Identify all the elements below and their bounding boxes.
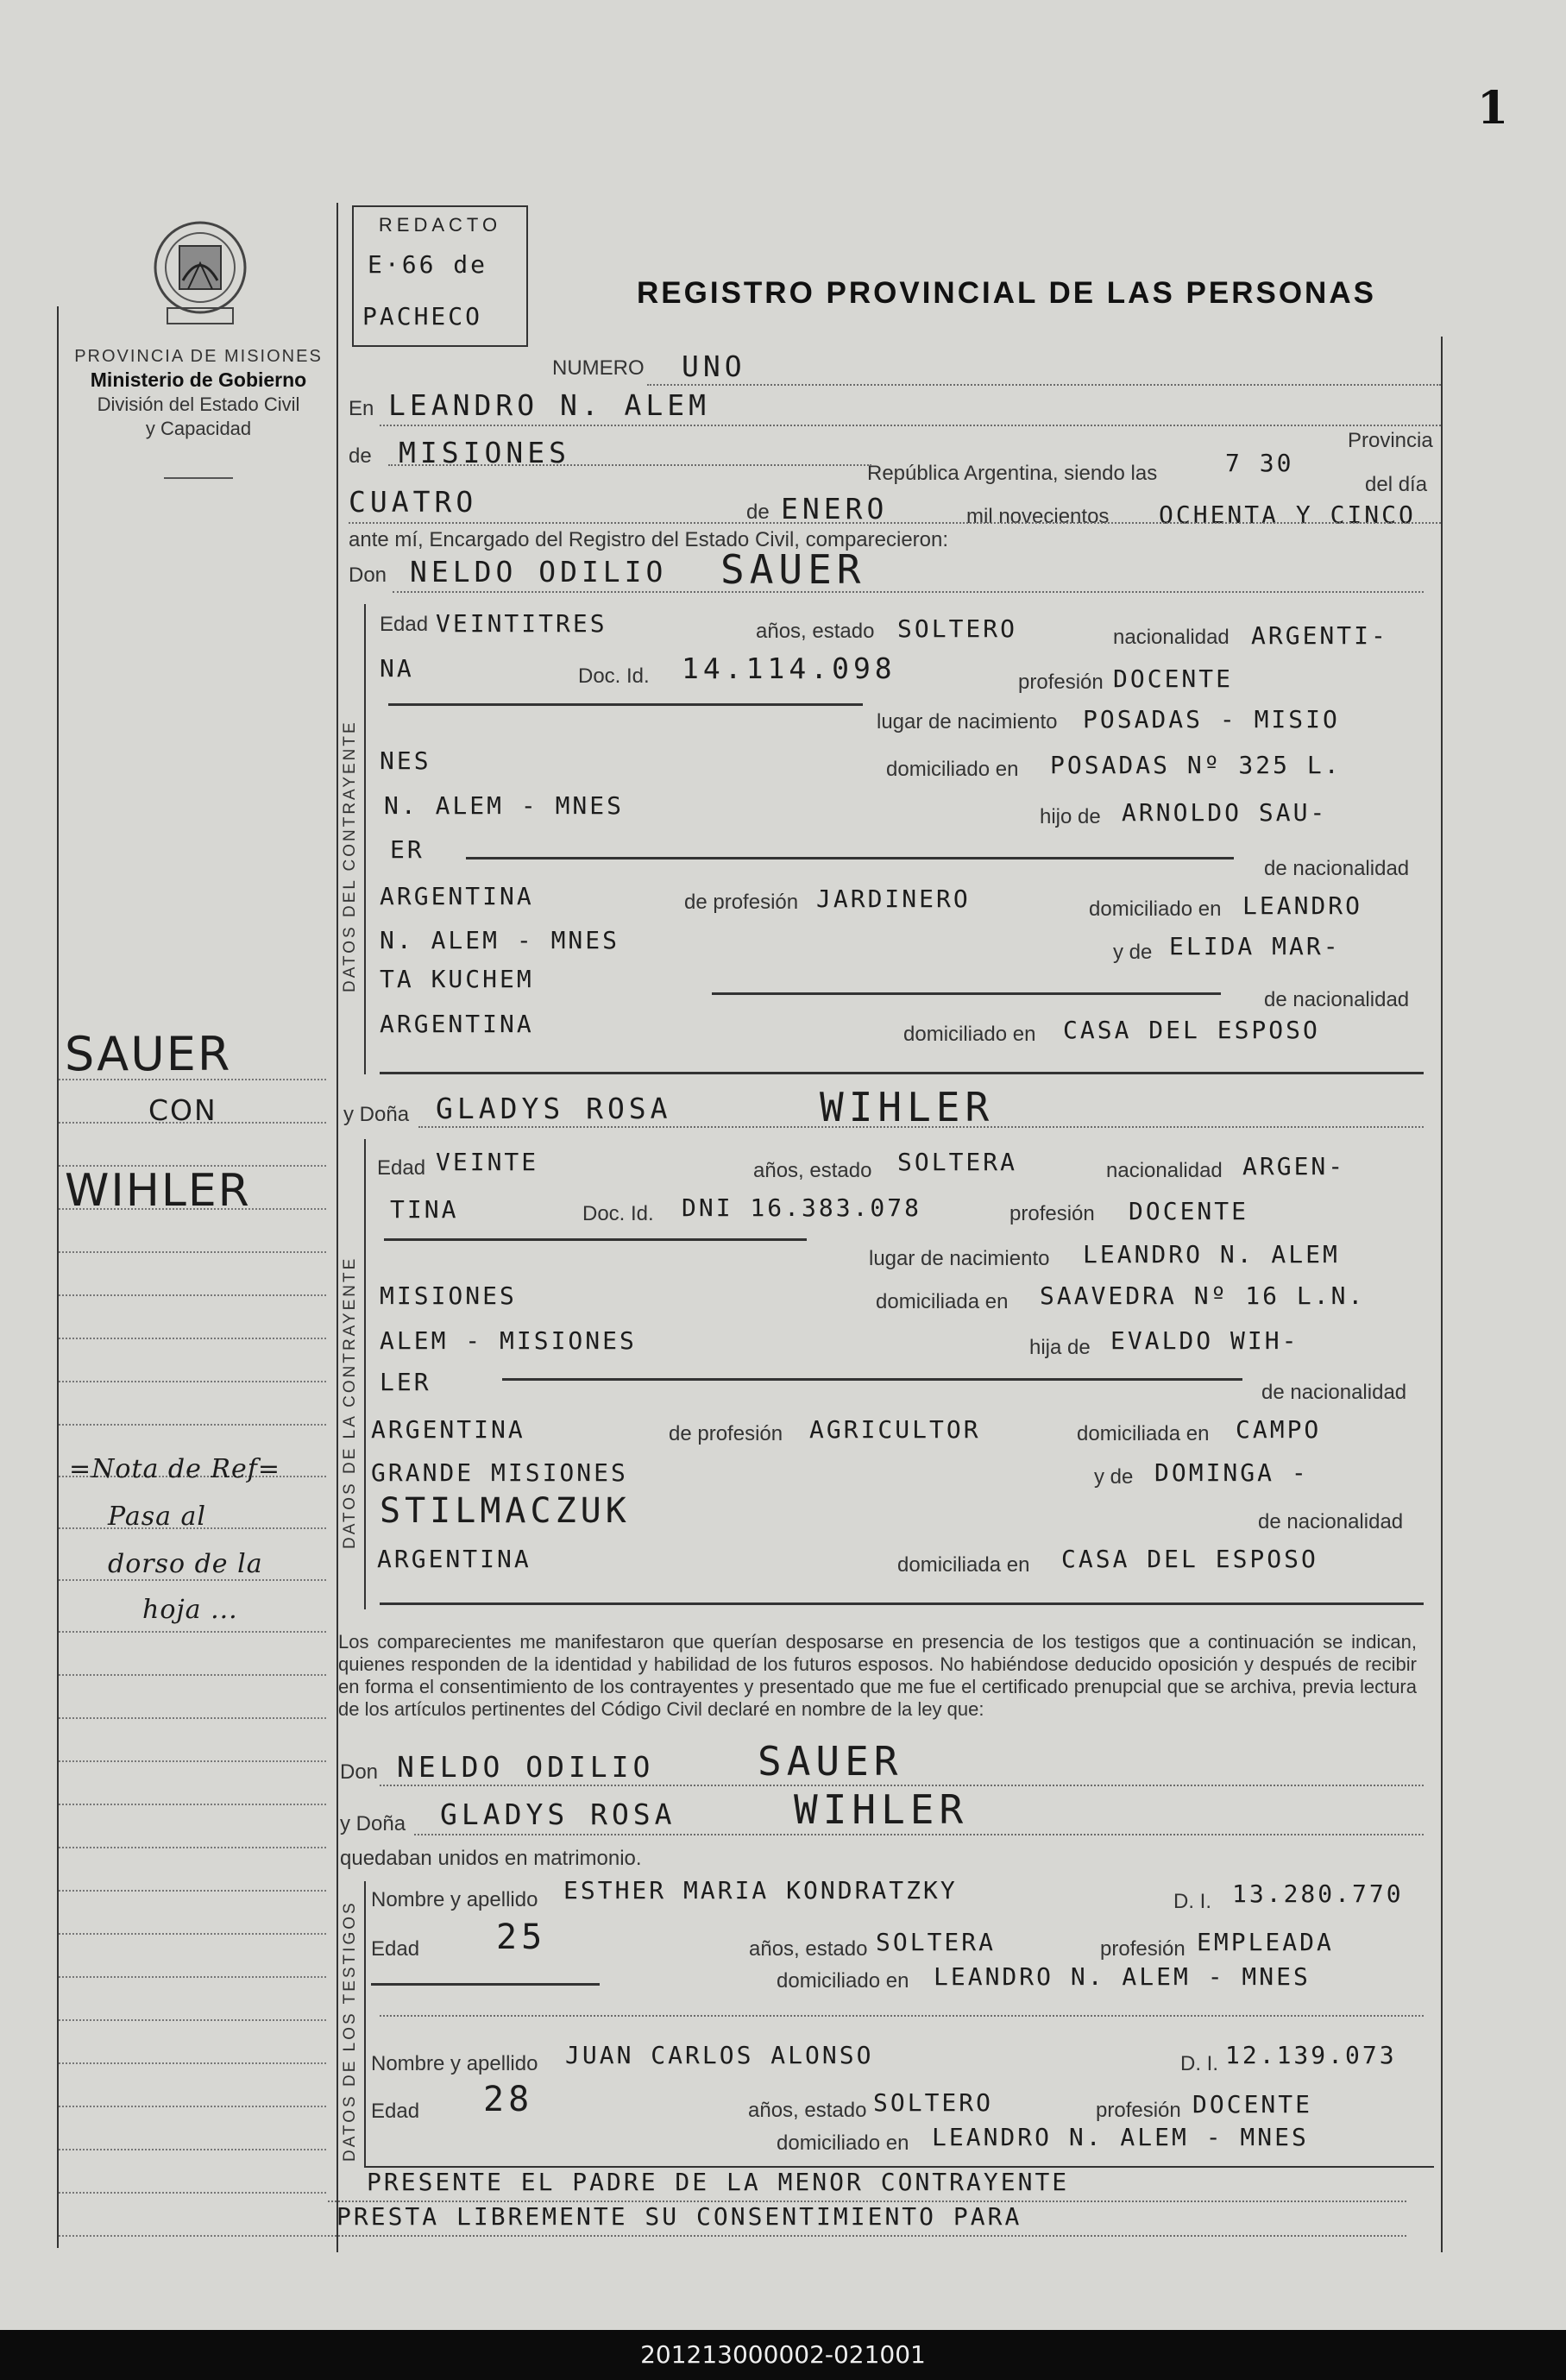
groom-padre-prof: JARDINERO [816,885,971,913]
w1-nombre-label: Nombre y apellido [371,1888,538,1911]
groom-madre-1: ELIDA MAR- [1169,932,1341,960]
margin-left-border [57,306,59,2248]
w1-end-line [380,2015,1424,2017]
localidad-line [380,425,1441,426]
margin-note-line-3: dorso de la [108,1549,263,1579]
groom-estado-label: años, estado [756,620,875,643]
groom-end-line [380,1072,1424,1074]
unidos-label: quedaban unidos en matrimonio. [340,1847,642,1870]
groom-name-line [393,591,1424,593]
groom-padre-nac: ARGENTINA [380,882,534,910]
margin-line [59,1717,326,1719]
bride-padre-prof-label: de profesión [669,1422,783,1445]
bride-madre-nac: ARGENTINA [377,1545,531,1573]
groom-dash-3 [712,992,1221,995]
groom-nac-label: nacionalidad [1113,626,1230,649]
margin-line [59,1760,326,1762]
w1-estado-label: años, estado [749,1937,868,1961]
dona-label: y Doña [343,1103,410,1126]
mes-value: ENERO [781,492,889,526]
del-dia-label: del día [1365,473,1428,496]
groom-estado: SOLTERO [897,614,1018,643]
w2-dom: LEANDRO N. ALEM - MNES [932,2123,1309,2151]
margin-line [59,1933,326,1935]
margin-note-line-4: hoja ... [142,1595,238,1625]
margin-line [59,2106,326,2107]
w1-dom-label: domiciliado en [777,1969,909,1993]
w2-nombre-label: Nombre y apellido [371,2052,538,2075]
provincia-line [388,464,871,466]
bride-hija-label: hija de [1029,1336,1091,1359]
groom-name: NELDO ODILIO [410,555,668,589]
ante-mi-label: ante mí, Encargado del Registro del Estado Civil, comparecieron: [349,528,949,551]
provincia-value: MISIONES [399,436,570,469]
witness-side-label: DATOS DE LOS TESTIGOS [341,1900,359,2162]
numero-line [647,384,1441,386]
bride-madre-dom: CASA DEL ESPOSO [1061,1545,1318,1573]
decl-bride-name: GLADYS ROSA [440,1798,676,1831]
division-label: División del Estado Civil [97,394,300,415]
w1-prof-label: profesión [1100,1937,1186,1961]
w2-prof-label: profesión [1096,2099,1181,2122]
w1-dash [371,1983,600,1986]
bride-doc-label: Doc. Id. [582,1202,654,1225]
stamp-label: REDACTO [378,214,502,236]
w1-di-label: D. I. [1173,1890,1212,1913]
stamp-line-1: E·66 de [368,250,488,279]
bride-side-label: DATOS DE LA CONTRAYENTE [341,1256,359,1549]
footer-note-line-2-rule [328,2235,1406,2237]
bride-lugar-2: MISIONES [380,1281,517,1310]
w1-estado: SOLTERA [876,1928,997,1956]
stamp-line-2: PACHECO [362,302,483,331]
groom-side-label: DATOS DEL CONTRAYENTE [341,720,359,992]
margin-line [59,1579,326,1581]
margin-line [59,2149,326,2150]
bride-edad-label: Edad [377,1156,426,1180]
margin-note-line-2: Pasa al [108,1502,207,1532]
w1-edad-label: Edad [371,1937,420,1961]
bride-dom-2: ALEM - MISIONES [380,1326,637,1355]
decl-groom-name: NELDO ODILIO [397,1750,655,1784]
main-right-border [1441,337,1443,2252]
bride-lugar-label: lugar de nacimiento [869,1247,1050,1270]
w2-edad-label: Edad [371,2100,420,2123]
bride-madre-1: DOMINGA - [1154,1458,1309,1487]
w2-estado-label: años, estado [748,2099,867,2122]
groom-surname: SAUER [720,546,866,593]
groom-madre-dom: CASA DEL ESPOSO [1063,1016,1320,1044]
de-label: de [349,444,372,468]
document-id-bar: 201213000002-021001 [0,2330,1566,2380]
bride-padre-dom-2: GRANDE MISIONES [371,1458,628,1487]
bride-madre-dom-label: domiciliada en [897,1553,1030,1577]
decl-bride-surname: WIHLER [794,1786,969,1833]
groom-dash-2 [466,857,1234,859]
bride-estado-label: años, estado [753,1159,872,1182]
page-number: 1 [1477,82,1509,135]
declaration-text: Los comparecientes me manifestaron que querían desposarse en presencia de los testigos que a continuación se indican, quienes responden de la identidad y habilidad de los futuros esposos. No habiéndose deducido oposición y después de recibir en forma el consentimiento de los contrayentes y presentado que me fue el certificado prenupcial que se archiva, previa lectura de los artículos pertinentes del Código Civil declaré en nombre de la ley que: [338,1631,1417,1720]
bride-edad: VEINTE [436,1148,539,1176]
dia-value: CUATRO [349,485,478,519]
w2-di: 12.139.073 [1225,2041,1397,2069]
w2-prof: DOCENTE [1192,2090,1313,2119]
w2-dom-label: domiciliado en [777,2131,909,2155]
groom-padre-dom-label: domiciliado en [1089,897,1222,921]
margin-line [59,2192,326,2194]
mil-label: mil novecientos [966,505,1110,528]
bride-y-de-label: y de [1094,1465,1134,1489]
bride-dash-2 [502,1378,1242,1381]
groom-doc: 14.114.098 [682,652,896,685]
bride-padre-prof: AGRICULTOR [809,1415,981,1444]
w2-nombre: JUAN CARLOS ALONSO [565,2041,874,2069]
bride-padre-dom-1: CAMPO [1236,1415,1322,1444]
numero-value: UNO [682,349,746,383]
margin-line [59,1976,326,1978]
margin-line [59,1424,326,1426]
groom-padre-dom-2: N. ALEM - MNES [380,926,620,954]
groom-padre-2: ER [390,835,425,864]
w1-di: 13.280.770 [1232,1879,1404,1908]
bride-nac-1: ARGEN- [1242,1152,1346,1181]
header-rule [164,477,233,479]
anio-value: OCHENTA Y CINCO [1159,501,1416,529]
groom-madre-nac-label: de nacionalidad [1264,988,1410,1011]
groom-nac-2: NA [380,654,414,683]
groom-lugar-label: lugar de nacimiento [877,710,1058,734]
bride-surname: WIHLER [820,1084,995,1130]
margin-con: CON [148,1093,217,1127]
bride-dom-label: domiciliada en [876,1290,1009,1313]
division-label-2: y Capacidad [145,418,252,439]
fecha-line [349,522,1441,524]
groom-madre-dom-label: domiciliado en [903,1023,1036,1046]
bride-block-border [364,1139,366,1609]
groom-doc-label: Doc. Id. [578,664,650,688]
margin-line [59,1381,326,1382]
bride-end-line [380,1602,1424,1605]
groom-dom-1: POSADAS Nº 325 L. [1050,751,1342,779]
bride-name: GLADYS ROSA [436,1092,672,1125]
bride-padre-dom-label: domiciliada en [1077,1422,1210,1445]
groom-lugar-1: POSADAS - MISIO [1083,705,1340,734]
w1-nombre: ESTHER MARIA KONDRATZKY [563,1876,958,1905]
republica-label: República Argentina, siendo las [867,462,1158,485]
decl-dona-label: y Doña [340,1812,406,1835]
groom-y-de-label: y de [1113,941,1153,964]
footer-note-line-2: PRESTA LIBREMENTE SU CONSENTIMIENTO PARA [336,2202,1022,2231]
margin-line [59,1251,326,1253]
coat-of-arms-seal [148,211,252,332]
groom-madre-2: TA KUCHEM [380,965,534,993]
groom-edad-label: Edad [380,613,429,636]
margin-groom-surname: SAUER [65,1027,232,1081]
margin-line [59,1338,326,1339]
province-label: PROVINCIA DE MISIONES [74,347,323,366]
margin-line [59,1804,326,1805]
ministry-label: Ministerio de Gobierno [90,368,307,391]
bride-dash-1 [384,1238,807,1241]
w2-estado: SOLTERO [873,2088,994,2117]
decl-groom-surname: SAUER [758,1738,903,1785]
groom-edad: VEINTITRES [436,609,607,638]
bride-padre-2: LER [380,1368,431,1396]
bride-padre-1: EVALDO WIH- [1110,1326,1299,1355]
bride-prof-label: profesión [1009,1202,1095,1225]
margin-line [59,2062,326,2064]
witness-block-border [364,1881,366,2166]
groom-dash-1 [388,703,863,706]
groom-padre-dom-1: LEANDRO [1242,891,1363,920]
bride-name-line [418,1126,1424,1128]
margin-line [59,1294,326,1296]
en-label: En [349,397,374,420]
bride-estado: SOLTERA [897,1148,1018,1176]
margin-line [59,1847,326,1848]
numero-label: NUMERO [552,356,645,380]
groom-lugar-2: NES [380,746,431,775]
groom-prof: DOCENTE [1113,664,1234,693]
w1-prof: EMPLEADA [1197,1928,1334,1956]
groom-hijo-label: hijo de [1040,805,1101,828]
decl-bride-line [414,1834,1424,1835]
margin-line [59,1674,326,1676]
localidad-value: LEANDRO N. ALEM [388,388,711,422]
groom-padre-prof-label: de profesión [684,891,799,914]
groom-prof-label: profesión [1018,671,1104,694]
bride-madre-nac-label: de nacionalidad [1258,1510,1404,1533]
margin-line [59,2235,326,2237]
bride-padre-nac-label: de nacionalidad [1261,1381,1407,1404]
groom-dom-label: domiciliado en [886,758,1019,781]
groom-dom-2: N. ALEM - MNES [384,791,625,820]
registry-title: REGISTRO PROVINCIAL DE LAS PERSONAS [637,276,1376,310]
margin-line [59,1890,326,1892]
groom-padre-nac-label: de nacionalidad [1264,857,1410,880]
bride-prof: DOCENTE [1129,1197,1249,1225]
w2-edad: 28 [483,2080,534,2119]
margin-note-line-1: =Nota de Ref= [69,1454,281,1484]
bride-padre-nac: ARGENTINA [371,1415,525,1444]
groom-madre-nac: ARGENTINA [380,1010,534,1038]
margin-line [59,1631,326,1633]
provincia-label: Provincia [1348,429,1433,452]
w2-di-label: D. I. [1180,2052,1219,2075]
groom-padre-1: ARNOLDO SAU- [1122,798,1328,827]
main-left-border [336,203,338,2252]
bride-doc: DNI 16.383.078 [682,1193,922,1222]
bride-dom-1: SAAVEDRA Nº 16 L.N. [1040,1281,1366,1310]
de-mes-label: de [746,501,770,524]
bride-nac-2: TINA [390,1195,459,1224]
hora-value: 7 30 [1225,449,1294,477]
margin-line [59,2019,326,2021]
bride-lugar: LEANDRO N. ALEM [1083,1240,1340,1269]
w1-dom: LEANDRO N. ALEM - MNES [934,1962,1311,1991]
redacto-stamp [352,205,528,347]
bride-nac-label: nacionalidad [1106,1159,1223,1182]
w1-edad: 25 [496,1917,547,1957]
groom-block-border [364,604,366,1074]
decl-don-label: Don [340,1760,379,1784]
ministry-header [52,347,345,440]
groom-nac-1: ARGENTI- [1251,621,1388,650]
bride-madre-2: STILMACZUK [380,1491,631,1531]
margin-bride-surname: WIHLER [65,1165,251,1217]
don-label: Don [349,564,387,587]
footer-note-line-1: PRESENTE EL PADRE DE LA MENOR CONTRAYENTE [367,2168,1070,2196]
